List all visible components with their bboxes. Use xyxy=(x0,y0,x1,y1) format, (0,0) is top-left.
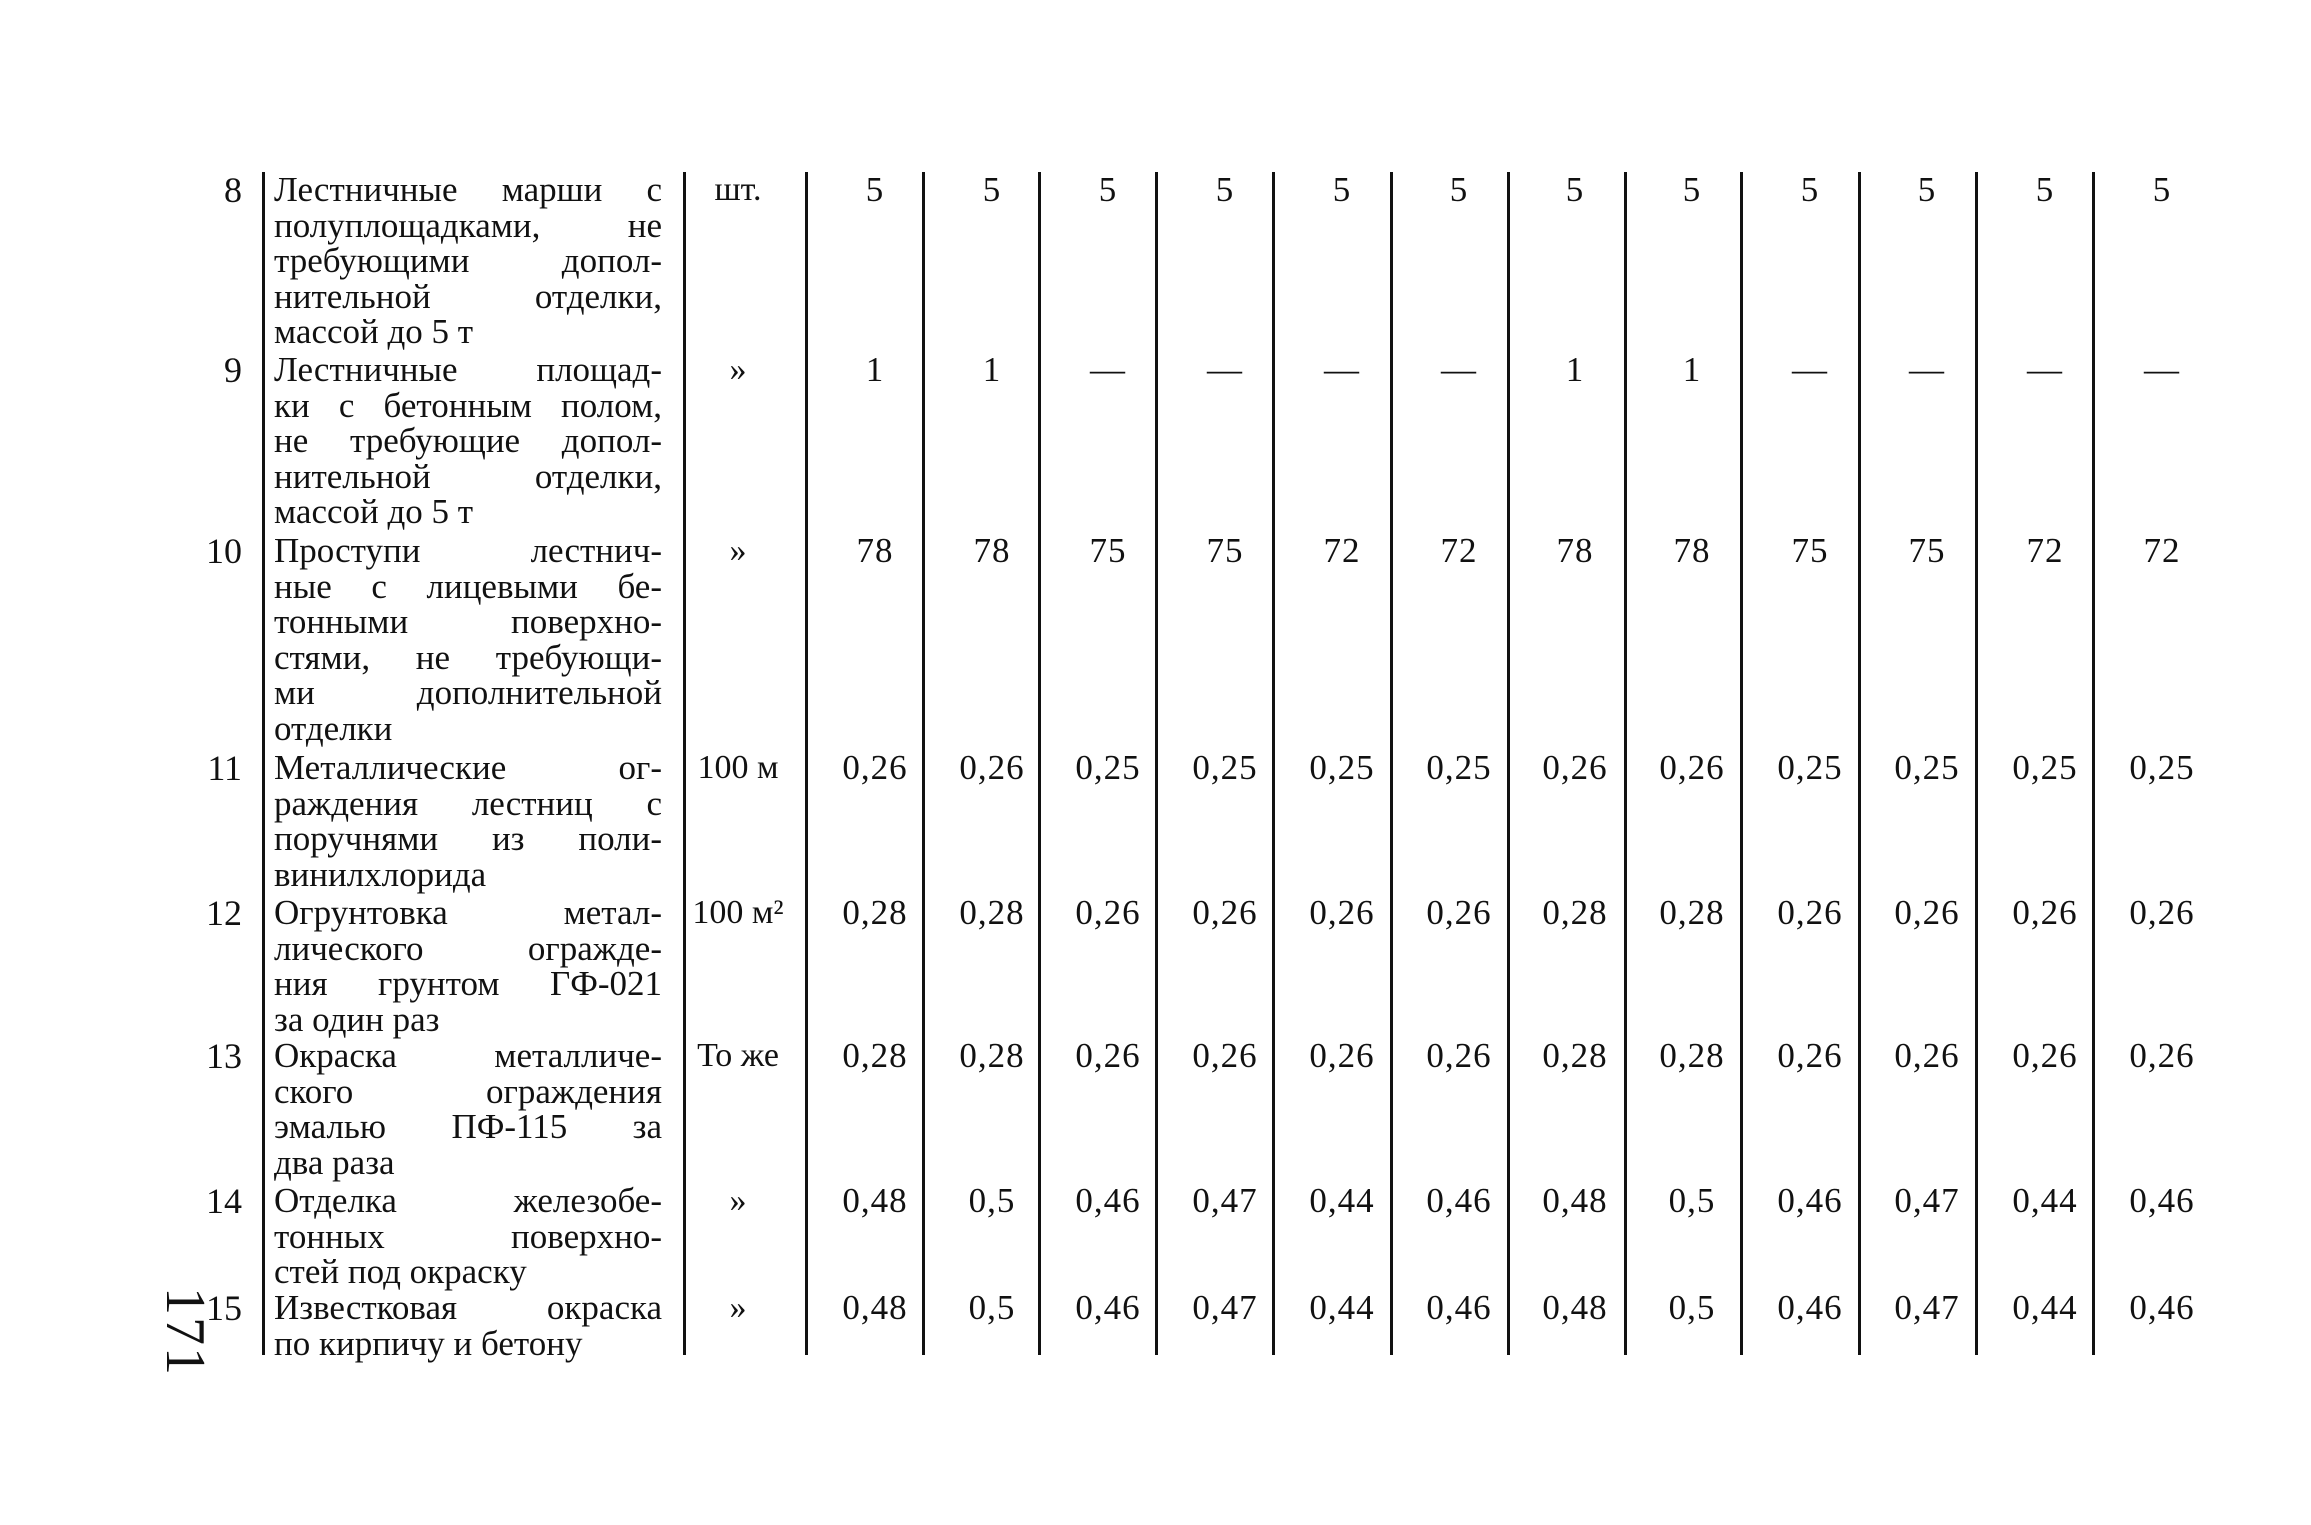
value-cell: 0,25 xyxy=(2012,748,2078,787)
value-cell: 0,28 xyxy=(1659,1036,1725,1075)
value-cell: 0,26 xyxy=(1542,748,1608,787)
value-cell: 0,47 xyxy=(1894,1288,1960,1327)
row-description xyxy=(274,1038,662,1180)
value-cell: 72 xyxy=(1323,531,1361,570)
value-cell: 0,5 xyxy=(1668,1181,1716,1220)
value-cell: 0,26 xyxy=(2129,893,2195,932)
value-cell: 0,26 xyxy=(1426,893,1492,932)
value-cell: 78 xyxy=(1673,531,1711,570)
unit-cell: шт. xyxy=(714,171,762,208)
value-cell: 5 xyxy=(1565,170,1585,209)
row-description xyxy=(274,533,662,746)
unit-cell: » xyxy=(729,1289,747,1326)
value-cell: 0,25 xyxy=(1192,748,1258,787)
value-cell: 0,46 xyxy=(2129,1288,2195,1327)
value-cell: 0,26 xyxy=(1777,1036,1843,1075)
value-cell: 0,47 xyxy=(1192,1181,1258,1220)
value-cell: 0,28 xyxy=(959,1036,1025,1075)
value-cell: 0,46 xyxy=(1777,1181,1843,1220)
unit-cell: » xyxy=(729,351,747,388)
description-line: нительной отделки, xyxy=(274,456,662,496)
description-line: ные с лицевыми бе- xyxy=(274,566,662,606)
value-cell: 0,26 xyxy=(959,748,1025,787)
value-cell: 72 xyxy=(2143,531,2181,570)
value-cell: 0,26 xyxy=(1426,1036,1492,1075)
value-cell: 75 xyxy=(1791,531,1829,570)
description-line: винилхлорида xyxy=(274,854,487,894)
column-rule xyxy=(262,172,265,1355)
value-cell: 0,44 xyxy=(1309,1288,1375,1327)
description-line: отделки xyxy=(274,708,393,748)
value-cell: 5 xyxy=(1449,170,1469,209)
description-line: требующими допол- xyxy=(274,241,662,280)
row-description xyxy=(274,1183,662,1290)
description-line: лического огражде- xyxy=(274,928,662,968)
description-line: ния грунтом ГФ-021 xyxy=(274,964,662,1003)
value-cell: 5 xyxy=(865,170,885,209)
value-cell: 0,46 xyxy=(1777,1288,1843,1327)
value-cell: 0,25 xyxy=(1309,748,1375,787)
unit-cell: 100 м² xyxy=(692,894,784,931)
value-cell: 72 xyxy=(1440,531,1478,570)
value-cell: 0,26 xyxy=(1894,1036,1960,1075)
description-line: не требующие допол- xyxy=(274,421,662,460)
value-cell: 0,26 xyxy=(1309,1036,1375,1075)
row-number: 8 xyxy=(224,170,242,210)
value-cell: 0,25 xyxy=(1075,748,1141,787)
value-cell: 0,26 xyxy=(2012,1036,2078,1075)
value-cell: 0,47 xyxy=(1192,1288,1258,1327)
value-cell: 0,26 xyxy=(1192,1036,1258,1075)
unit-cell: » xyxy=(729,532,747,569)
value-cell: — xyxy=(1324,350,1360,389)
value-cell: — xyxy=(1792,350,1828,389)
value-cell: 0,5 xyxy=(1668,1288,1716,1327)
value-cell: 0,46 xyxy=(1426,1288,1492,1327)
value-cell: 75 xyxy=(1908,531,1946,570)
value-cell: 5 xyxy=(982,170,1002,209)
value-cell: 0,26 xyxy=(1309,893,1375,932)
value-cell: 0,25 xyxy=(1426,748,1492,787)
value-cell: — xyxy=(1207,350,1243,389)
value-cell: 72 xyxy=(2026,531,2064,570)
description-line: ки с бетонным полом, xyxy=(274,385,662,425)
value-cell: 5 xyxy=(2152,170,2172,209)
value-cell: 5 xyxy=(1682,170,1702,209)
value-cell: 1 xyxy=(865,350,885,389)
value-cell: 0,28 xyxy=(1542,893,1608,932)
value-cell: 78 xyxy=(856,531,894,570)
description-line: массой до 5 т xyxy=(274,312,474,351)
unit-cell: » xyxy=(729,1182,747,1219)
description-line: Металлические ог- xyxy=(274,748,662,787)
value-cell: 75 xyxy=(1206,531,1244,570)
row-number: 14 xyxy=(206,1181,242,1221)
description-line: тонными поверхно- xyxy=(274,602,662,641)
value-cell: — xyxy=(2027,350,2063,389)
value-cell: 0,26 xyxy=(2129,1036,2195,1075)
row-description xyxy=(274,750,662,892)
description-line: за один раз xyxy=(274,999,440,1039)
value-cell: 0,48 xyxy=(842,1181,908,1220)
description-line: нительной отделки, xyxy=(274,276,662,316)
value-cell: 0,28 xyxy=(842,1036,908,1075)
value-cell: 0,26 xyxy=(1777,893,1843,932)
value-cell: 0,44 xyxy=(1309,1181,1375,1220)
value-cell: 0,25 xyxy=(1777,748,1843,787)
description-line: Проступи лестнич- xyxy=(274,531,662,570)
row-number: 15 xyxy=(206,1288,242,1328)
row-description xyxy=(274,352,662,530)
value-cell: 0,5 xyxy=(968,1181,1016,1220)
row-description xyxy=(274,895,662,1037)
value-cell: — xyxy=(1441,350,1477,389)
description-line: стями, не требующи- xyxy=(274,637,662,677)
description-line: Отделка железобе- xyxy=(274,1181,662,1220)
description-line: массой до 5 т xyxy=(274,492,474,531)
value-cell: 0,46 xyxy=(1075,1181,1141,1220)
row-number: 13 xyxy=(206,1036,242,1076)
row-number: 12 xyxy=(206,893,242,933)
value-cell: 0,48 xyxy=(1542,1181,1608,1220)
value-cell: 0,25 xyxy=(2129,748,2195,787)
row-number: 10 xyxy=(206,531,242,571)
value-cell: 0,26 xyxy=(1192,893,1258,932)
value-cell: 0,46 xyxy=(1075,1288,1141,1327)
description-line: ского ограждения xyxy=(274,1071,662,1111)
value-cell: 1 xyxy=(982,350,1002,389)
value-cell: 0,28 xyxy=(959,893,1025,932)
value-cell: 0,26 xyxy=(2012,893,2078,932)
value-cell: 0,25 xyxy=(1894,748,1960,787)
value-cell: 5 xyxy=(2035,170,2055,209)
unit-cell: То же xyxy=(697,1037,779,1074)
description-line: Известковая окраска xyxy=(274,1288,662,1327)
value-cell: — xyxy=(1909,350,1945,389)
value-cell: 5 xyxy=(1800,170,1820,209)
description-line: поручнями из поли- xyxy=(274,819,662,858)
value-cell: 0,46 xyxy=(1426,1181,1492,1220)
description-line: тонных поверхно- xyxy=(274,1216,662,1256)
value-cell: 5 xyxy=(1332,170,1352,209)
value-cell: 0,28 xyxy=(1659,893,1725,932)
value-cell: 0,26 xyxy=(842,748,908,787)
column-rule xyxy=(805,172,808,1355)
description-line: Окраска металличе- xyxy=(274,1036,662,1075)
value-cell: 0,44 xyxy=(2012,1288,2078,1327)
value-cell: 0,47 xyxy=(1894,1181,1960,1220)
value-cell: 0,28 xyxy=(842,893,908,932)
value-cell: 0,26 xyxy=(1659,748,1725,787)
value-cell: 0,28 xyxy=(1542,1036,1608,1075)
row-number: 11 xyxy=(207,748,242,788)
value-cell: 78 xyxy=(1556,531,1594,570)
unit-cell: 100 м xyxy=(697,749,779,786)
description-line: ми дополнительной xyxy=(274,673,662,712)
value-cell: 5 xyxy=(1917,170,1937,209)
value-cell: 0,48 xyxy=(842,1288,908,1327)
description-line: раждения лестниц с xyxy=(274,783,662,823)
description-line: Огрунтовка метал- xyxy=(274,893,662,932)
value-cell: 0,26 xyxy=(1075,1036,1141,1075)
description-line: два раза xyxy=(274,1142,395,1182)
value-cell: 0,5 xyxy=(968,1288,1016,1327)
description-line: по кирпичу и бетону xyxy=(274,1323,583,1363)
value-cell: 0,48 xyxy=(1542,1288,1608,1327)
value-cell: 1 xyxy=(1682,350,1702,389)
value-cell: 75 xyxy=(1089,531,1127,570)
page-number: 171 xyxy=(154,1287,216,1377)
value-cell: 0,46 xyxy=(2129,1181,2195,1220)
description-line: полуплощадками, не xyxy=(274,205,662,245)
value-cell: — xyxy=(2144,350,2180,389)
value-cell: 0,26 xyxy=(1075,893,1141,932)
value-cell: 5 xyxy=(1098,170,1118,209)
value-cell: 1 xyxy=(1565,350,1585,389)
description-line: эмалью ПФ-115 за xyxy=(274,1107,662,1146)
row-description xyxy=(274,1290,662,1361)
value-cell: — xyxy=(1090,350,1126,389)
row-description xyxy=(274,172,662,350)
value-cell: 78 xyxy=(973,531,1011,570)
row-number: 9 xyxy=(224,350,242,390)
description-line: Лестничные марши с xyxy=(274,170,662,209)
description-line: стей под окраску xyxy=(274,1252,527,1291)
value-cell: 5 xyxy=(1215,170,1235,209)
value-cell: 0,26 xyxy=(1894,893,1960,932)
value-cell: 0,44 xyxy=(2012,1181,2078,1220)
description-line: Лестничные площад- xyxy=(274,350,662,389)
